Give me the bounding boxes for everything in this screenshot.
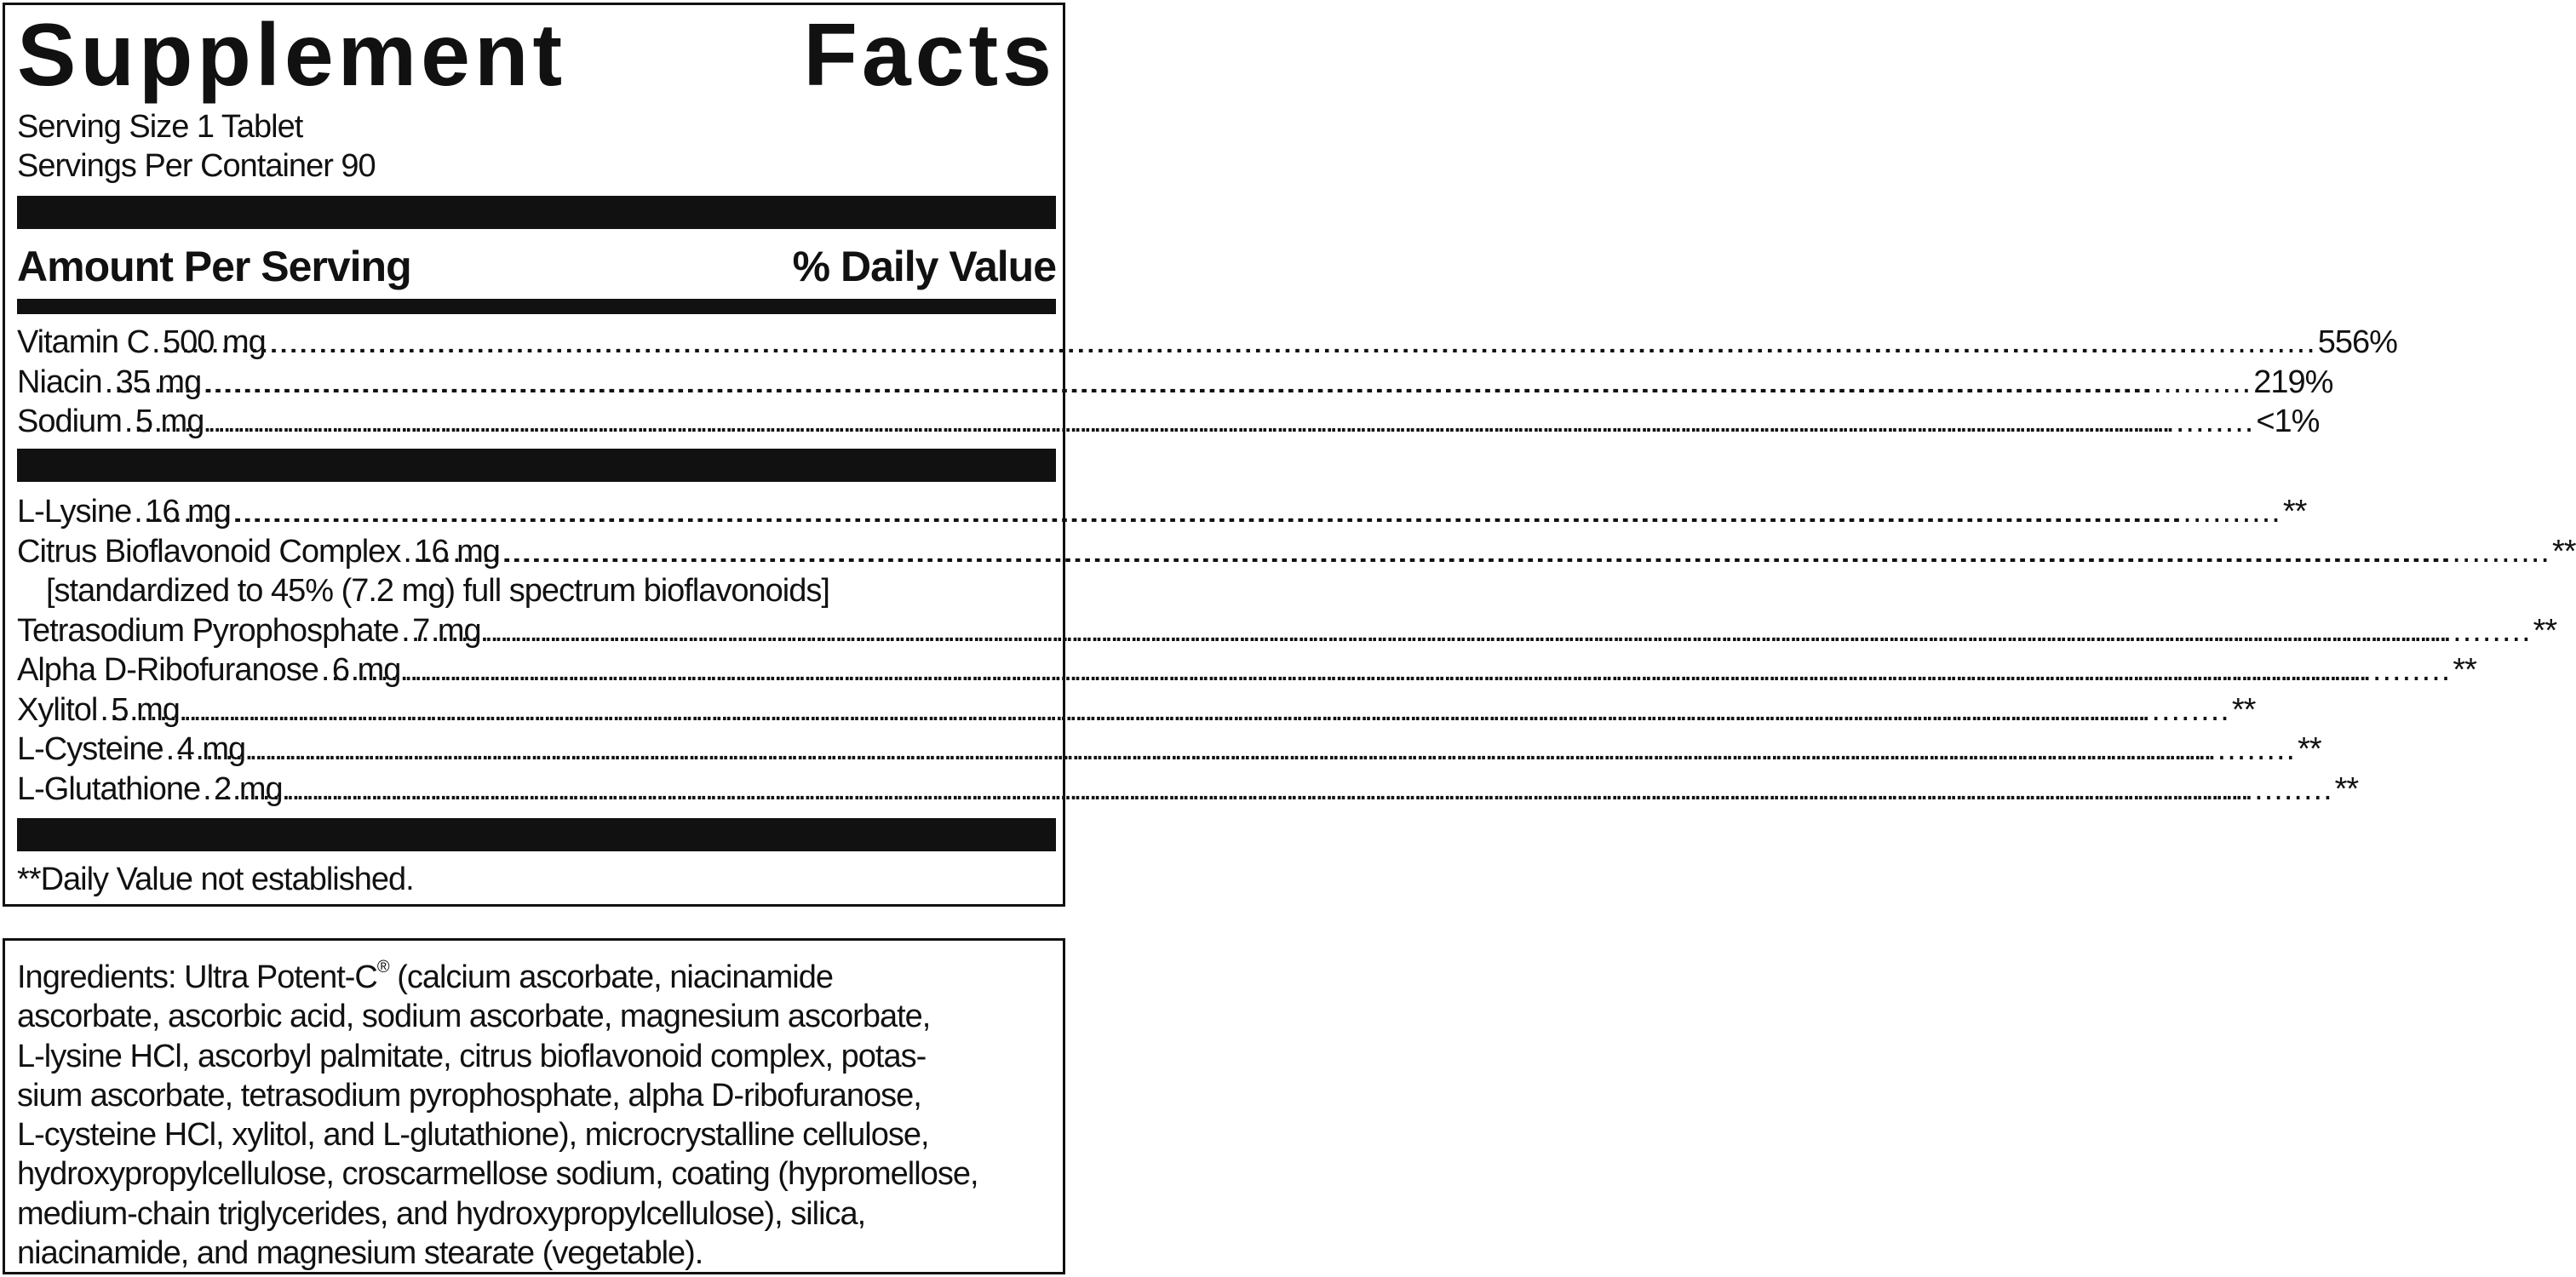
ingredients-line: sium ascorbate, tetrasodium pyrophosphate, alpha D-ribofuranose, bbox=[17, 1077, 921, 1114]
ingredient-amount: 7 mg bbox=[412, 612, 481, 649]
ingredients-panel bbox=[3, 938, 1065, 1274]
ingredients-line: medium-chain triglycerides, and hydroxypropylcellulose), silica, bbox=[17, 1195, 866, 1232]
nutrient-name: Sodium bbox=[17, 404, 122, 439]
nutrient-row bbox=[17, 402, 2320, 442]
other-ingredient-list bbox=[17, 492, 2576, 809]
bioflavonoid-note bbox=[17, 571, 1056, 611]
ingredient-name: L-Glutathione bbox=[17, 770, 201, 807]
ingredient-amount: 16 mg bbox=[145, 494, 231, 530]
dot-leader bbox=[166, 730, 175, 769]
ingredient-name: L-Lysine bbox=[17, 494, 132, 530]
dot-leader bbox=[503, 532, 2550, 571]
thick-divider bbox=[17, 196, 1056, 229]
ingredients-lead: Ingredients: Ultra Potent-C bbox=[17, 959, 377, 995]
nutrient-list bbox=[17, 323, 2397, 442]
dot-leader bbox=[321, 650, 330, 690]
nutrient-name: Vitamin C bbox=[17, 324, 150, 360]
ingredients-line: niacinamide, and magnesium stearate (vegetable). bbox=[17, 1235, 703, 1272]
nutrient-row bbox=[17, 363, 2333, 403]
dot-leader bbox=[249, 730, 2296, 769]
dot-leader bbox=[403, 532, 411, 571]
column-headers bbox=[17, 239, 1056, 294]
ingredients-line: ascorbate, ascorbic acid, sodium ascorbate, magnesium ascorbate, bbox=[17, 999, 931, 1035]
dot-leader bbox=[404, 650, 2451, 690]
nutrient-daily-value: 556% bbox=[2317, 324, 2397, 360]
ingredient-name: Alpha D-Ribofuranose bbox=[17, 652, 318, 688]
dot-leader bbox=[105, 363, 113, 402]
ingredient-daily-value: ** bbox=[2334, 770, 2359, 807]
dot-leader bbox=[203, 770, 211, 809]
amount-per-serving-header: Amount Per Serving bbox=[17, 243, 411, 290]
dot-leader bbox=[234, 492, 2281, 531]
dot-leader bbox=[204, 363, 2252, 402]
ingredient-daily-value: ** bbox=[2298, 731, 2321, 767]
ingredient-row bbox=[17, 770, 2359, 810]
ingredient-row bbox=[17, 532, 2576, 572]
dot-leader bbox=[485, 611, 2532, 650]
serving-size: Serving Size 1 Tablet bbox=[17, 109, 303, 145]
ingredients-line: L-lysine HCl, ascorbyl palmitate, citrus bioflavonoid complex, potas- bbox=[17, 1038, 927, 1074]
ingredient-amount: 4 mg bbox=[176, 731, 246, 767]
nutrient-amount: 500 mg bbox=[163, 324, 266, 360]
nutrient-name: Niacin bbox=[17, 364, 102, 400]
dot-leader bbox=[100, 690, 108, 730]
ingredient-daily-value: ** bbox=[2533, 612, 2557, 649]
panel-title bbox=[17, 6, 1056, 105]
ingredient-name: L-Cysteine bbox=[17, 731, 164, 767]
daily-value-footnote: **Daily Value not established. bbox=[17, 862, 414, 897]
ingredient-daily-value: ** bbox=[2282, 494, 2307, 530]
dot-leader bbox=[152, 323, 160, 362]
ingredient-amount: 16 mg bbox=[414, 533, 500, 570]
ingredients-line: hydroxypropylcellulose, croscarmellose sodium, coating (hypromellose, bbox=[17, 1156, 978, 1193]
dot-leader bbox=[286, 770, 2333, 809]
thick-divider bbox=[17, 449, 1056, 482]
nutrient-daily-value: <1% bbox=[2256, 404, 2320, 439]
ingredient-row bbox=[17, 650, 2476, 690]
ingredient-daily-value: ** bbox=[2453, 652, 2476, 688]
dot-leader bbox=[401, 611, 410, 650]
ingredient-row bbox=[17, 730, 2321, 770]
title-word-supplement: Supplement bbox=[17, 6, 567, 105]
ingredient-row bbox=[17, 611, 2557, 651]
standardization-note: [standardized to 45% (7.2 mg) full spectrum bioflavonoids] bbox=[46, 573, 829, 609]
dot-leader bbox=[124, 402, 133, 441]
ingredient-amount: 5 mg bbox=[111, 691, 180, 728]
registered-mark: ® bbox=[376, 958, 389, 976]
nutrient-amount: 5 mg bbox=[135, 404, 204, 439]
ingredients-line bbox=[17, 948, 1058, 997]
daily-value-header: % Daily Value bbox=[792, 243, 1056, 290]
ingredient-amount: 2 mg bbox=[214, 770, 283, 807]
nutrient-row bbox=[17, 323, 2397, 363]
ingredient-daily-value: ** bbox=[2231, 691, 2256, 728]
nutrient-amount: 35 mg bbox=[115, 364, 202, 400]
ingredient-daily-value: ** bbox=[2551, 533, 2576, 570]
ingredient-name: Citrus Bioflavonoid Complex bbox=[17, 533, 401, 570]
nutrient-daily-value: 219% bbox=[2253, 364, 2333, 400]
ingredient-row bbox=[17, 492, 2307, 532]
ingredients-text bbox=[17, 948, 1058, 1273]
dot-leader bbox=[183, 690, 2230, 730]
servings-per-container: Servings Per Container 90 bbox=[17, 148, 376, 184]
dot-leader bbox=[134, 492, 142, 531]
ingredients-line: L-cysteine HCl, xylitol, and L-glutathione), microcrystalline cellulose, bbox=[17, 1117, 929, 1154]
dot-leader bbox=[269, 323, 2316, 362]
thick-divider bbox=[17, 818, 1056, 851]
supplement-facts-panel bbox=[3, 3, 2576, 907]
ingredient-name: Xylitol bbox=[17, 691, 98, 728]
medium-divider bbox=[17, 299, 1056, 314]
ingredient-amount: 6 mg bbox=[331, 652, 401, 688]
dot-leader bbox=[207, 402, 2254, 441]
ingredients-lead-rest: (calcium ascorbate, niacinamide bbox=[388, 959, 833, 995]
ingredient-name: Tetrasodium Pyrophosphate bbox=[17, 612, 399, 649]
title-word-facts: Facts bbox=[803, 6, 1056, 105]
ingredient-row bbox=[17, 690, 2256, 730]
